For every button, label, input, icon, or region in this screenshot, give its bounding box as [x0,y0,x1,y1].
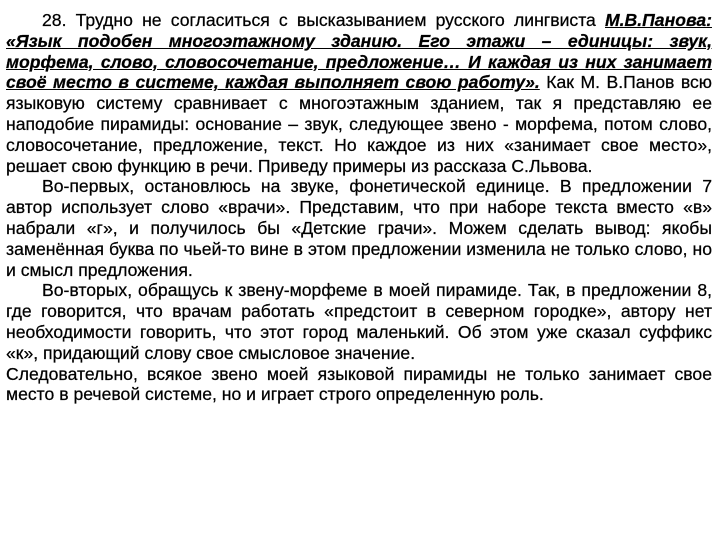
first-point-paragraph: Во-первых, остановлюсь на звуке, фонетической единице. В предложении 7 автор использует слово «врачи». Представим, что при наборе текста вместо «в» набрали «г», и получилось бы «Детские грачи». Можем сделать вывод: якобы заменённая буква по чьей-то вине в этом предложении изменила не только слово, но и смысл предложения. [6,176,712,280]
conclusion-paragraph: Следовательно, всякое звено моей языковой пирамиды не только занимает свое место в речевой системе, но и играет строго определенную роль. [6,363,712,405]
intro-paragraph [6,10,712,176]
second-point-paragraph: Во-вторых, обращусь к звену-морфеме в моей пирамиде. Так, в предложении 8, где говорится, что врачам работать «предстоит в северном городке», автору нет необходимости говорить, что этот город маленький. Об этом уже сказал суффикс «к», придающий слову свое смысловое значение. [6,280,712,363]
essay-document [6,10,712,405]
intro-number-text: 28. Трудно не согласиться с высказыванием русского лингвиста [42,10,596,30]
panov-quote: М.В.Панова: «Язык подобен многоэтажному зданию. Его этажи – единицы: звук, морфема, слово, словосочетание, предложение… И каждая из них занимает своё место в системе, каждая выполняет свою работу». [6,10,712,93]
intro-rest-text: Как М. В.Панов всю языковую систему сравнивает с многоэтажным зданием, так я представляю ее наподобие пирамиды: основание – звук, следующее звено - морфема, потом слово, словосочетание, предложение, текст. Но каждое из них «занимает свое место», решает свою функцию в речи. Приведу примеры из рассказа С.Львова. [6,72,713,176]
